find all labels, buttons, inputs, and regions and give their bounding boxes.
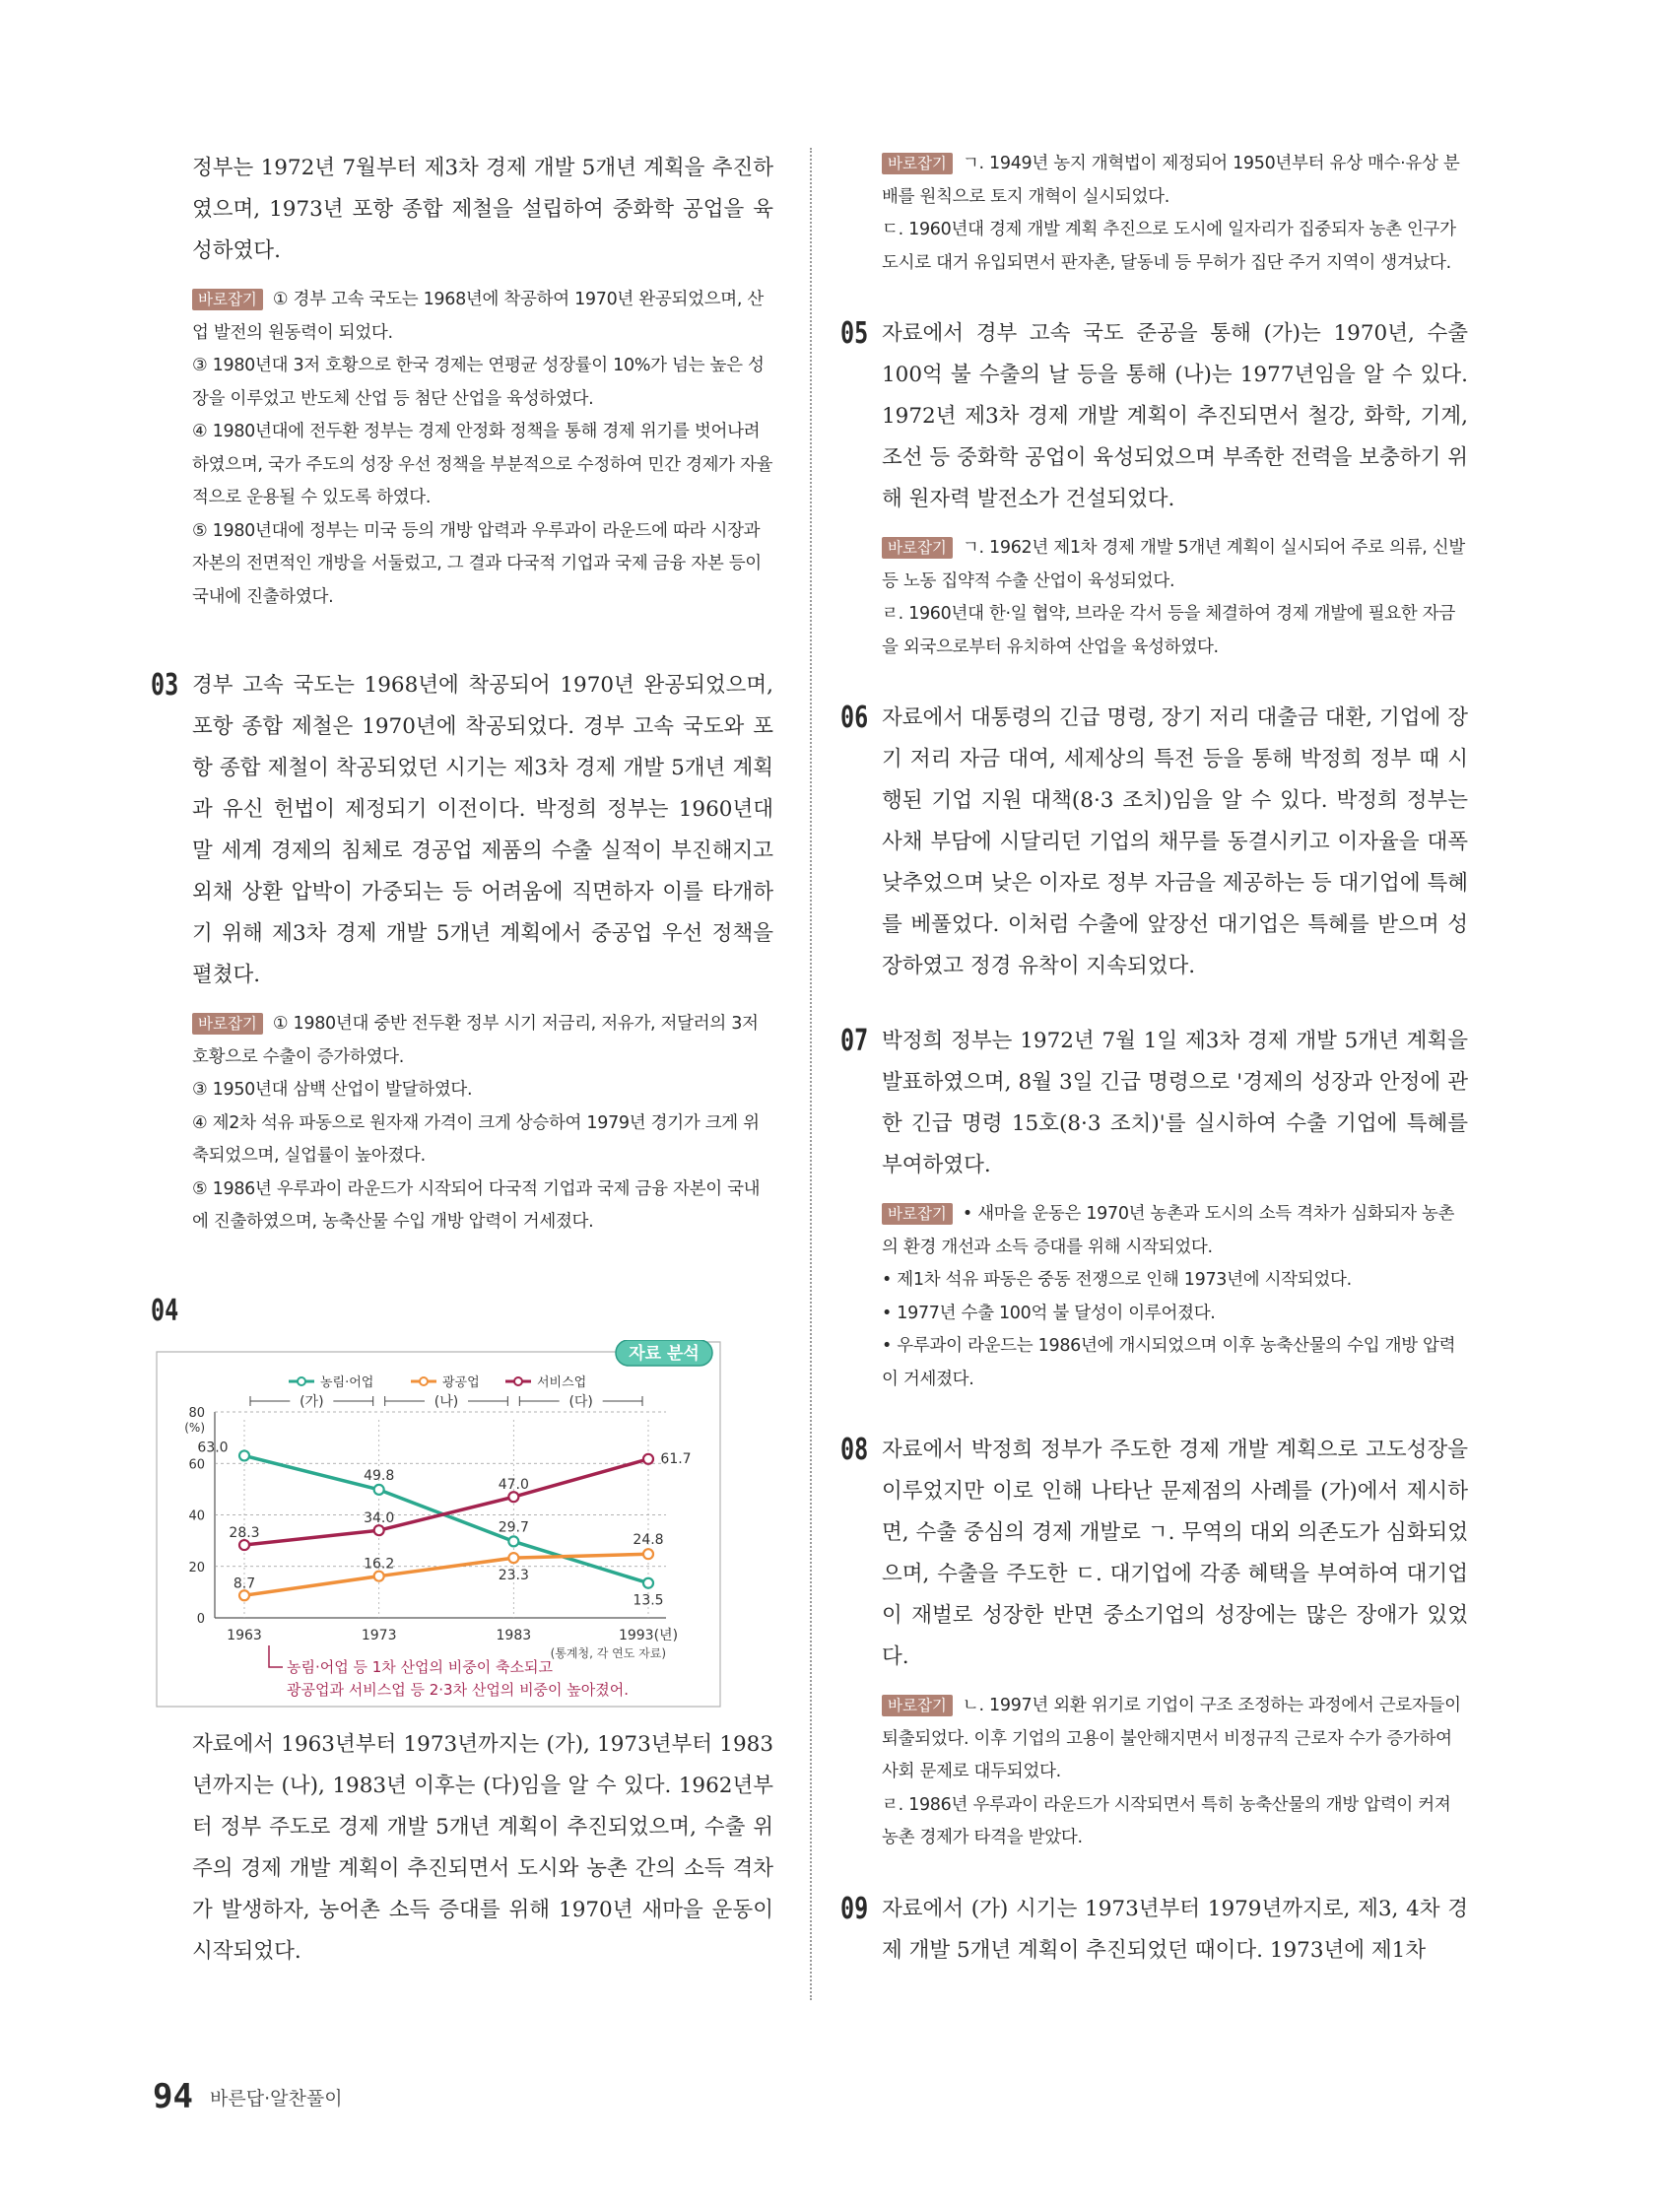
x-tick-label: 1983 xyxy=(496,1627,532,1643)
answer-text: 경부 고속 국도는 1968년에 착공되어 1970년 완공되었으며, 포항 종합 제철은 1970년에 착공되었다. 경부 고속 국도와 포항 종합 제철이 착공되었던 시기는 제3차 경제 개발 5개년 계획과 유신 헌법이 제정되기 이전이다. 박정희 정부는 1960년대 말 세계 경제의 침체로 경공업 제품의 수출 실적이 부진해지고 외채 상환 압박이 가중되는 등 어려움에 직면하자 이를 타개하기 위해 제3차 경제 개발 5개년 계획에서 중공업 우선 정책을 펼쳤다. xyxy=(192,673,773,987)
data-label: 28.3 xyxy=(229,1524,260,1541)
note-line: ㄱ. 1949년 농지 개혁법이 제정되어 1950년부터 유상 매수·유상 분배를 원칙으로 토지 개혁이 실시되었다. xyxy=(882,154,1460,207)
answer-02-text: 정부는 1972년 7월부터 제3차 경제 개발 5개년 계획을 추진하였으며, 1973년 포항 종합 제철을 설립하여 중화학 공업을 육성하였다. xyxy=(192,156,773,263)
chart-canvas xyxy=(151,1340,732,1712)
answer-04-text: 자료에서 1963년부터 1973년까지는 (가), 1973년부터 1983년까지는 (나), 1983년 이후는 (다)임을 알 수 있다. 1962년부터 정부 주도로 경제 개발 5개년 계획이 추진되었으며, 수출 위주의 경제 개발 계획이 추진되면서 도시와 농촌 간의 소득 격차가 발생하자, 농어촌 소득 증대를 위해 1970년 새마을 운동이 시작되었다. xyxy=(192,1731,773,1964)
question-04 xyxy=(151,1291,773,1332)
answer-text: 자료에서 (가) 시기는 1973년부터 1979년까지로, 제3, 4차 경제 개발 5개년 계획이 추진되었던 때이다. 1973년에 제1차 xyxy=(882,1896,1468,1963)
correction-tag: 바로잡기 xyxy=(192,289,263,310)
note-line: ㄴ. 1997년 외환 위기로 기업이 구조 조정하는 과정에서 근로자들이 퇴출되었다. 이후 기업의 고용이 불안해지면서 비정규직 근로자 수가 증가하여 사회 문제로 대두되었다. xyxy=(882,1696,1461,1781)
y-tick-label: 60 xyxy=(188,1456,205,1472)
note-line: ① 1980년대 중반 전두환 정부 시기 저금리, 저유가, 저달러의 3저 호황으로 수출이 증가하였다. xyxy=(192,1014,759,1067)
y-tick-label: 20 xyxy=(188,1560,205,1575)
x-tick-label: 1963 xyxy=(227,1627,262,1643)
data-label: 8.7 xyxy=(233,1575,256,1591)
legend-label: 서비스업 xyxy=(537,1374,587,1390)
note-line: • 1977년 수출 100억 불 달성이 이루어졌다. xyxy=(882,1303,1216,1323)
question-number: 04 xyxy=(151,1293,179,1328)
correction-tag: 바로잡기 xyxy=(192,1013,263,1035)
annotation-line: 광공업과 서비스업 등 2·3차 산업의 비중이 높아졌어. xyxy=(287,1680,630,1699)
data-label: 16.2 xyxy=(364,1556,395,1573)
note-line: ④ 1980년대에 전두환 정부는 경제 안정화 정책을 통해 경제 위기를 벗어나려 하였으며, 국가 주도의 성장 우선 정책을 부분적으로 수정하여 민간 경제가 자율적으로 운용될 수 있도록 하였다. xyxy=(192,422,773,507)
data-label: 34.0 xyxy=(364,1509,395,1526)
data-point xyxy=(508,1536,518,1546)
correction-note-02 xyxy=(192,284,773,614)
answer-text: 자료에서 박정희 정부가 주도한 경제 개발 계획으로 고도성장을 이루었지만 이로 인해 나타난 문제점의 사례를 (가)에서 제시하면, 수출 중심의 경제 개발로 ㄱ. 무역의 대외 의존도가 심화되었으며, 수출을 주도한 ㄷ. 대기업에 각종 혜택을 부여하여 대기업이 재벌로 성장한 반면 중소기업의 성장에는 많은 장애가 있었다. xyxy=(882,1438,1468,1669)
correction-tag: 바로잡기 xyxy=(882,537,953,559)
question-06 xyxy=(840,698,1468,987)
right-column xyxy=(840,148,1468,1972)
data-label: 13.5 xyxy=(633,1592,664,1609)
data-point xyxy=(508,1553,518,1563)
page-footer xyxy=(153,2077,343,2116)
series-line-2 xyxy=(244,1554,648,1595)
question-number: 09 xyxy=(840,1891,869,1926)
page-number: 94 xyxy=(153,2077,193,2116)
legend-label: 농림·어업 xyxy=(320,1374,374,1390)
period-label: (가) xyxy=(300,1393,324,1410)
answer-text: 자료에서 대통령의 긴급 명령, 장기 저리 대출금 대환, 기업에 장기 저리 자금 대여, 세제상의 특전 등을 통해 박정희 정부 때 시행된 기업 지원 대책(8·3 조치)임을 알 수 있다. 박정희 정부는 사채 부담에 시달리던 기업의 채무를 동결시키고 이자율을 대폭 낮추었으며 낮은 이자로 정부 자금을 제공하는 등 대기업에 특혜를 베풀었다. 이처럼 수출에 앞장선 대기업은 특혜를 받으며 성장하였고 정경 유착이 지속되었다. xyxy=(882,705,1468,978)
note-line: ㄹ. 1986년 우루과이 라운드가 시작되면서 특히 농축산물의 개방 압력이 커져 농촌 경제가 타격을 받았다. xyxy=(882,1794,1451,1847)
question-05 xyxy=(840,313,1468,520)
data-label: 47.0 xyxy=(498,1476,529,1493)
note-line: ㄱ. 1962년 제1차 경제 개발 5개년 계획이 실시되어 주로 의류, 신발 등 노동 집약적 수출 산업이 육성되었다. xyxy=(882,538,1465,591)
legend-marker xyxy=(514,1377,522,1385)
x-tick-label: 1973 xyxy=(361,1627,397,1643)
question-number: 06 xyxy=(840,701,869,735)
column-divider xyxy=(810,148,812,2000)
chart-source: (통계청, 각 연도 자료) xyxy=(550,1645,666,1660)
data-point xyxy=(239,1590,249,1600)
period-label: (다) xyxy=(568,1393,593,1410)
left-column xyxy=(151,148,773,1973)
question-07 xyxy=(840,1021,1468,1186)
question-number: 08 xyxy=(840,1433,869,1467)
correction-note-04 xyxy=(882,148,1468,280)
data-point xyxy=(643,1453,653,1463)
data-label: 24.8 xyxy=(633,1531,664,1548)
note-line: • 제1차 석유 파동은 중동 전쟁으로 인해 1973년에 시작되었다. xyxy=(882,1270,1352,1290)
data-point xyxy=(239,1540,249,1550)
data-point xyxy=(643,1549,653,1559)
y-tick-label: 40 xyxy=(188,1508,205,1523)
book-title: 바른답·알찬풀이 xyxy=(210,2087,343,2110)
answer-text: 박정희 정부는 1972년 7월 1일 제3차 경제 개발 5개년 계획을 발표하였으며, 8월 3일 긴급 명령으로 '경제의 성장과 안정에 관한 긴급 명령 15호(8·3 조치)'를 실시하여 수출 기업에 특혜를 부여하였다. xyxy=(882,1029,1468,1177)
correction-note-07 xyxy=(882,1198,1468,1396)
correction-note-08 xyxy=(882,1690,1468,1855)
note-line: ① 경부 고속 국도는 1968년에 착공하여 1970년 완공되었으며, 산업 발전의 원동력이 되었다. xyxy=(192,290,765,343)
y-tick-label: 80 xyxy=(188,1405,205,1421)
data-label: 23.3 xyxy=(498,1567,529,1583)
y-tick-label: 0 xyxy=(196,1611,205,1627)
note-line: ④ 제2차 석유 파동으로 원자재 가격이 크게 상승하여 1979년 경기가 크게 위축되었으며, 실업률이 높아졌다. xyxy=(192,1112,760,1166)
data-point xyxy=(374,1484,384,1494)
legend-marker xyxy=(298,1377,305,1385)
question-number: 05 xyxy=(840,316,869,351)
correction-note-03 xyxy=(192,1008,773,1240)
data-point xyxy=(374,1525,384,1535)
question-09 xyxy=(840,1889,1468,1972)
note-line: • 새마을 운동은 1970년 농촌과 도시의 소득 격차가 심화되자 농촌의 환경 개선과 소득 증대를 위해 시작되었다. xyxy=(882,1204,1455,1257)
question-number: 07 xyxy=(840,1024,869,1058)
answer-text: 자료에서 경부 고속 국도 준공을 통해 (가)는 1970년, 수출 100억 불 수출의 날 등을 통해 (나)는 1977년임을 알 수 있다. 1972년 제3차 경제 개발 계획이 추진되면서 철강, 화학, 기계, 조선 등 중화학 공업이 육성되었으며 부족한 전력을 보충하기 위해 원자력 발전소가 건설되었다. xyxy=(882,321,1468,511)
data-point xyxy=(643,1577,653,1587)
chart-badge-label: 자료 분석 xyxy=(629,1343,700,1364)
period-label: (나) xyxy=(434,1393,459,1410)
correction-tag: 바로잡기 xyxy=(882,1203,953,1225)
x-tick-label: 1993(년) xyxy=(618,1627,679,1643)
y-unit-label: (%) xyxy=(184,1420,205,1435)
industry-share-chart xyxy=(151,1340,732,1712)
correction-tag: 바로잡기 xyxy=(882,153,953,174)
question-03 xyxy=(151,665,773,996)
correction-note-05 xyxy=(882,532,1468,664)
data-point xyxy=(239,1450,249,1460)
annotation-line: 농림·어업 등 1차 산업의 비중이 축소되고 xyxy=(287,1657,553,1676)
note-line: ㄹ. 1960년대 한·일 협약, 브라운 각서 등을 체결하여 경제 개발에 필요한 자금을 외국으로부터 유치하여 산업을 육성하였다. xyxy=(882,604,1455,657)
data-label: 29.7 xyxy=(498,1518,529,1535)
legend-label: 광공업 xyxy=(442,1374,480,1390)
legend-marker xyxy=(420,1377,428,1385)
data-label: 63.0 xyxy=(197,1439,229,1455)
note-line: ③ 1950년대 삼백 산업이 발달하였다. xyxy=(192,1080,473,1100)
correction-tag: 바로잡기 xyxy=(882,1695,953,1716)
data-point xyxy=(508,1492,518,1502)
note-line: ㄷ. 1960년대 경제 개발 계획 추진으로 도시에 일자리가 집중되자 농촌 인구가 도시로 대거 유입되면서 판자촌, 달동네 등 무허가 집단 주거 지역이 생겨났다. xyxy=(882,220,1456,273)
question-number: 03 xyxy=(151,668,179,703)
data-point xyxy=(374,1571,384,1580)
data-label: 49.8 xyxy=(364,1467,395,1484)
data-label: 61.7 xyxy=(660,1450,692,1467)
note-line: ⑤ 1986년 우루과이 라운드가 시작되어 다국적 기업과 국제 금융 자본이 국내에 진출하였으며, 농축산물 수입 개방 압력이 거세졌다. xyxy=(192,1178,761,1232)
question-08 xyxy=(840,1430,1468,1678)
note-line: • 우루과이 라운드는 1986년에 개시되었으며 이후 농축산물의 수입 개방 압력이 거세졌다. xyxy=(882,1336,1456,1389)
note-line: ③ 1980년대 3저 호황으로 한국 경제는 연평균 성장률이 10%가 넘는 높은 성장을 이루었고 반도체 산업 등 첨단 산업을 육성하였다. xyxy=(192,356,765,409)
annotation-pointer xyxy=(269,1645,283,1667)
note-line: ⑤ 1980년대에 정부는 미국 등의 개방 압력과 우루과이 라운드에 따라 시장과 자본의 전면적인 개방을 서둘렀고, 그 결과 다국적 기업과 국제 금융 자본 등이 국내에 진출하였다. xyxy=(192,520,762,607)
